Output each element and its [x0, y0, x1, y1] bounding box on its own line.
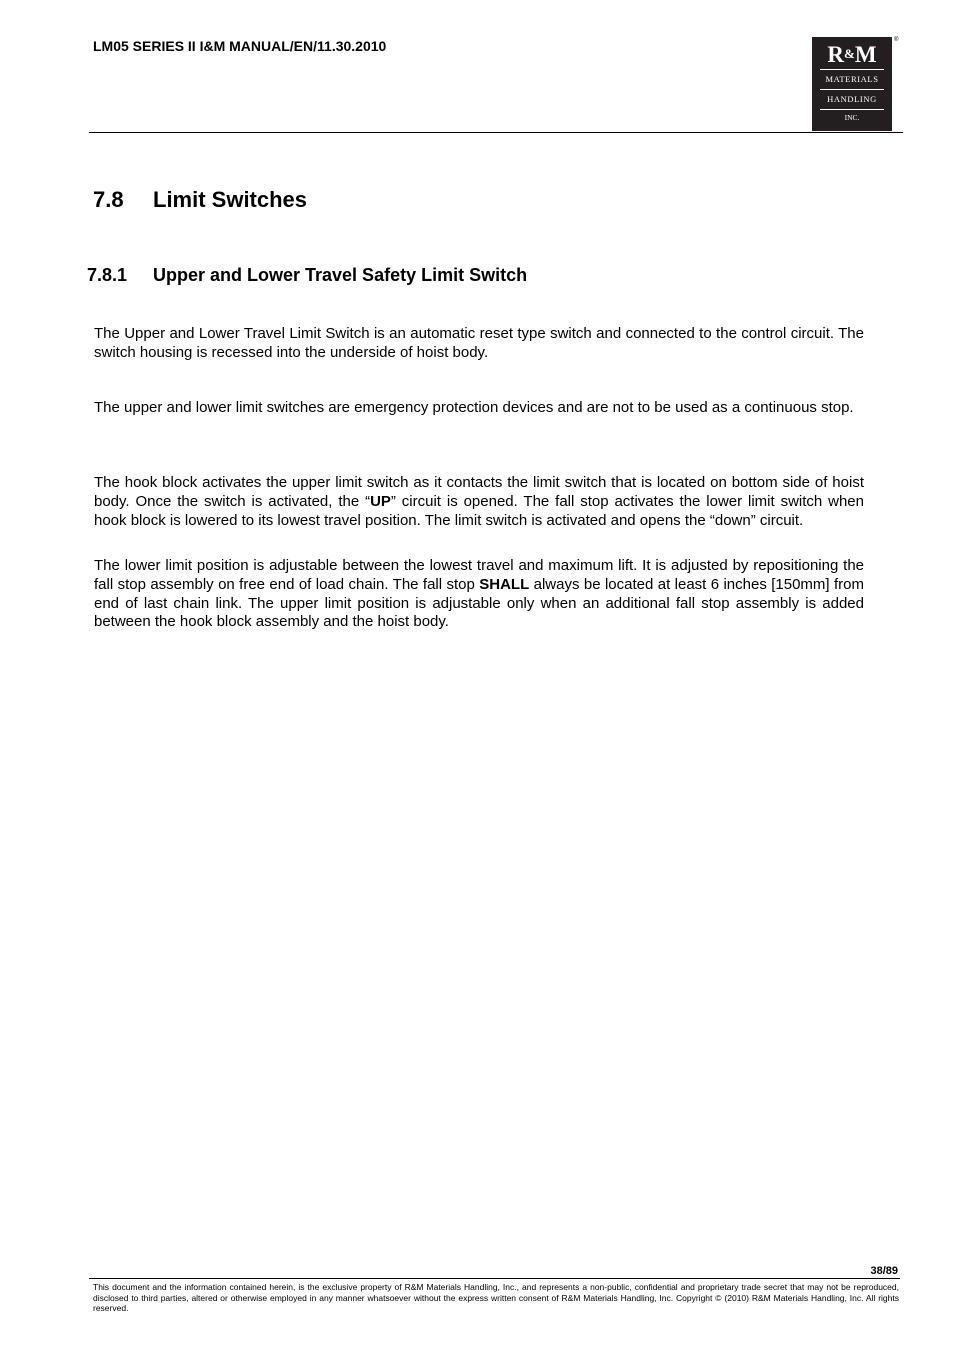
logo-line-handling: HANDLING [827, 94, 877, 104]
paragraph-activation: The hook block activates the upper limit switch as it contacts the limit switch that is located on bottom side of hoist body. Once the switch is activated, the “UP” circuit is opened. The fall stop activates the lower limit switch when hook block is lowered to its lowest travel position. The limit switch is activated and opens the “down” circuit. [94, 474, 864, 529]
paragraph-adjustment: The lower limit position is adjustable between the lowest travel and maximum lift. It is adjusted by repositioning the fall stop assembly on free end of load chain. The fall stop SHALL always be located at least 6 inches [150mm] from end of last chain link. The upper limit position is adjustable only when an additional fall stop assembly is added between the hook block assembly and the hoist body. [94, 557, 864, 631]
company-logo [812, 37, 892, 131]
subsection-heading [87, 265, 527, 286]
registered-mark: ® [894, 37, 899, 43]
subsection-title: Upper and Lower Travel Safety Limit Switch [153, 265, 528, 285]
bold-shall: SHALL [479, 575, 530, 593]
bold-up: UP [370, 492, 391, 510]
document-header-title: LM05 SERIES II I&M MANUAL/EN/11.30.2010 [93, 38, 387, 54]
section-heading [93, 187, 307, 213]
logo-divider [820, 89, 884, 90]
section-number: 7.8 [93, 187, 124, 212]
subsection-number: 7.8.1 [87, 265, 128, 285]
page-number: 38/89 [870, 1265, 898, 1277]
logo-divider [820, 109, 884, 110]
logo-line-inc: INC. [844, 113, 860, 122]
footer-notice: This document and the information contained herein, is the exclusive property of R&M Materials Handling, Inc., and represents a non-public, confidential and proprietary trade secret that may not be reproduced, disclosed to third parties, altered or otherwise employed in any manner whatsoever without the express written consent of R&M Materials Handling, Inc. Copyright © (2010) R&M Materials Handling, Inc. All rights reserved. [93, 1282, 899, 1314]
logo-wordmark: R&M [827, 42, 877, 67]
section-title: Limit Switches [153, 187, 308, 212]
header-divider [89, 132, 903, 133]
paragraph-emergency-note: The upper and lower limit switches are emergency protection devices and are not to be used as a continuous stop. [94, 399, 854, 416]
footer-divider [89, 1278, 900, 1279]
logo-divider [820, 69, 884, 70]
paragraph-switch-description: The Upper and Lower Travel Limit Switch is an automatic reset type switch and connected to the control circuit. The switch housing is recessed into the underside of hoist body. [94, 325, 864, 361]
logo-line-materials: MATERIALS [825, 74, 879, 84]
